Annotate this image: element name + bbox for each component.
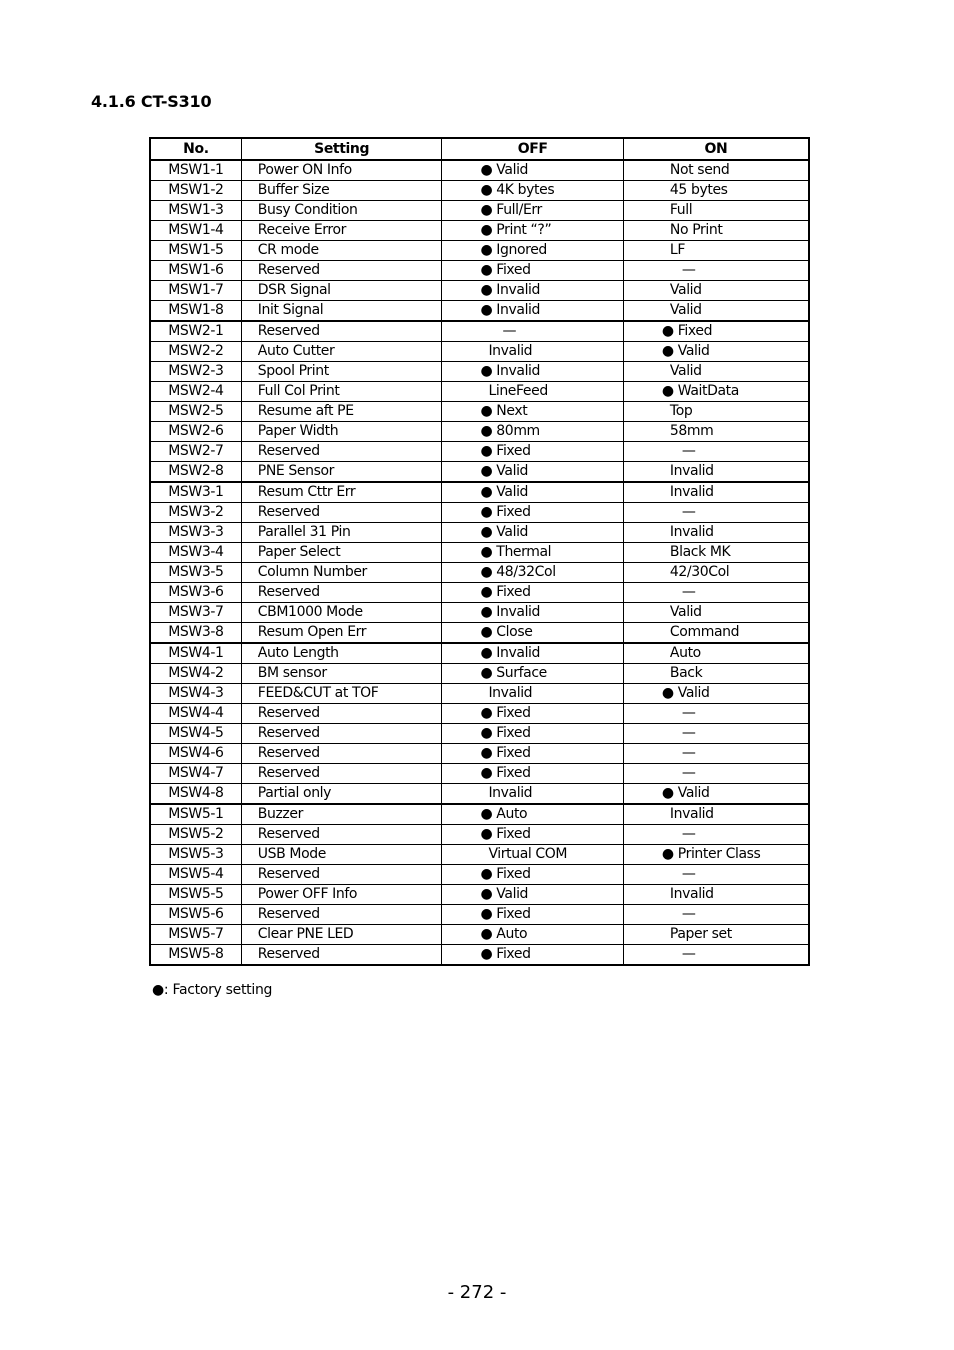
cell-setting: Parallel 31 Pin (241, 523, 442, 543)
cell-setting: Spool Print (241, 362, 442, 382)
table-row (150, 442, 809, 462)
cell-off: ● Thermal (442, 543, 623, 563)
cell-no: MSW2-3 (150, 362, 241, 382)
cell-off: ● Fixed (442, 905, 623, 925)
cell-setting: Reserved (241, 764, 442, 784)
cell-no: MSW4-2 (150, 664, 241, 684)
cell-on: — (623, 764, 809, 784)
cell-setting: Auto Length (241, 643, 442, 664)
cell-on: Valid (623, 603, 809, 623)
table-row (150, 784, 809, 805)
cell-off: Invalid (442, 342, 623, 362)
cell-on: Command (623, 623, 809, 644)
cell-off: ● Print “?” (442, 221, 623, 241)
table-row (150, 643, 809, 664)
footnote: ●: Factory setting (152, 982, 273, 998)
cell-no: MSW4-1 (150, 643, 241, 664)
table-row (150, 744, 809, 764)
cell-on: Invalid (623, 804, 809, 825)
cell-on: Paper set (623, 925, 809, 945)
cell-on: — (623, 704, 809, 724)
cell-off: ● Invalid (442, 643, 623, 664)
table-body (150, 160, 809, 965)
cell-no: MSW3-7 (150, 603, 241, 623)
cell-off: ● Fixed (442, 261, 623, 281)
table-row (150, 422, 809, 442)
cell-off: Invalid (442, 784, 623, 805)
cell-on: Invalid (623, 523, 809, 543)
table-row (150, 221, 809, 241)
cell-off: ● 80mm (442, 422, 623, 442)
cell-on: ● Fixed (623, 321, 809, 342)
cell-setting: Init Signal (241, 301, 442, 322)
table-row (150, 342, 809, 362)
cell-setting: CR mode (241, 241, 442, 261)
cell-on: ● Printer Class (623, 845, 809, 865)
cell-setting: DSR Signal (241, 281, 442, 301)
cell-setting: Power OFF Info (241, 885, 442, 905)
cell-no: MSW1-4 (150, 221, 241, 241)
cell-on: — (623, 825, 809, 845)
table-row (150, 583, 809, 603)
column-header-off: OFF (442, 138, 623, 160)
cell-setting: Reserved (241, 825, 442, 845)
cell-off: ● Fixed (442, 744, 623, 764)
cell-no: MSW3-8 (150, 623, 241, 644)
cell-on: ● Valid (623, 342, 809, 362)
cell-no: MSW5-3 (150, 845, 241, 865)
cell-on: Black MK (623, 543, 809, 563)
table-row (150, 724, 809, 744)
cell-no: MSW4-7 (150, 764, 241, 784)
cell-setting: Full Col Print (241, 382, 442, 402)
table-row (150, 503, 809, 523)
cell-setting: BM sensor (241, 664, 442, 684)
cell-no: MSW1-8 (150, 301, 241, 322)
cell-setting: Reserved (241, 905, 442, 925)
table-row (150, 482, 809, 503)
table-row (150, 764, 809, 784)
table-header-row (150, 138, 809, 160)
cell-off: ● Valid (442, 523, 623, 543)
cell-no: MSW3-5 (150, 563, 241, 583)
cell-off: ● Fixed (442, 442, 623, 462)
cell-on: — (623, 583, 809, 603)
cell-on: Invalid (623, 462, 809, 483)
cell-on: LF (623, 241, 809, 261)
cell-on: Not send (623, 160, 809, 181)
cell-setting: PNE Sensor (241, 462, 442, 483)
cell-off: ● Auto (442, 804, 623, 825)
cell-no: MSW3-6 (150, 583, 241, 603)
table-row (150, 804, 809, 825)
cell-no: MSW1-5 (150, 241, 241, 261)
table-row (150, 623, 809, 644)
table-row (150, 201, 809, 221)
cell-off: ● 4K bytes (442, 181, 623, 201)
cell-off: ● Valid (442, 482, 623, 503)
cell-no: MSW4-4 (150, 704, 241, 724)
cell-setting: Buffer Size (241, 181, 442, 201)
cell-on: — (623, 865, 809, 885)
cell-on: Invalid (623, 482, 809, 503)
cell-on: Full (623, 201, 809, 221)
table-row (150, 684, 809, 704)
cell-no: MSW3-2 (150, 503, 241, 523)
table-row (150, 885, 809, 905)
table-row (150, 402, 809, 422)
cell-off: ● Fixed (442, 704, 623, 724)
cell-no: MSW4-3 (150, 684, 241, 704)
cell-no: MSW2-5 (150, 402, 241, 422)
cell-setting: Resum Open Err (241, 623, 442, 644)
cell-setting: Clear PNE LED (241, 925, 442, 945)
cell-on: ● Valid (623, 784, 809, 805)
cell-no: MSW1-2 (150, 181, 241, 201)
cell-setting: Reserved (241, 583, 442, 603)
cell-on: — (623, 261, 809, 281)
cell-no: MSW2-8 (150, 462, 241, 483)
cell-on: — (623, 503, 809, 523)
cell-setting: USB Mode (241, 845, 442, 865)
table-row (150, 563, 809, 583)
cell-on: Auto (623, 643, 809, 664)
cell-no: MSW1-6 (150, 261, 241, 281)
cell-off: ● Invalid (442, 281, 623, 301)
cell-on: 45 bytes (623, 181, 809, 201)
cell-on: Valid (623, 301, 809, 322)
cell-setting: Reserved (241, 261, 442, 281)
cell-no: MSW2-6 (150, 422, 241, 442)
cell-off: ● Close (442, 623, 623, 644)
cell-no: MSW3-3 (150, 523, 241, 543)
cell-no: MSW1-3 (150, 201, 241, 221)
cell-off: ● Valid (442, 462, 623, 483)
table-row (150, 160, 809, 181)
memory-switch-table (149, 137, 810, 966)
cell-setting: Reserved (241, 321, 442, 342)
column-header-setting: Setting (241, 138, 442, 160)
table-row (150, 382, 809, 402)
table-row (150, 905, 809, 925)
cell-off: ● Invalid (442, 301, 623, 322)
cell-setting: Paper Width (241, 422, 442, 442)
cell-off: ● Surface (442, 664, 623, 684)
cell-off: ● Fixed (442, 825, 623, 845)
cell-setting: Reserved (241, 442, 442, 462)
cell-no: MSW5-8 (150, 945, 241, 966)
table-row (150, 664, 809, 684)
cell-on: — (623, 744, 809, 764)
cell-no: MSW4-6 (150, 744, 241, 764)
cell-setting: Reserved (241, 945, 442, 966)
cell-no: MSW2-2 (150, 342, 241, 362)
cell-on: — (623, 945, 809, 966)
cell-on: Invalid (623, 885, 809, 905)
cell-off: Invalid (442, 684, 623, 704)
cell-no: MSW5-5 (150, 885, 241, 905)
cell-off: ● Valid (442, 885, 623, 905)
cell-on: — (623, 905, 809, 925)
cell-on: ● Valid (623, 684, 809, 704)
table-row (150, 523, 809, 543)
cell-on: Top (623, 402, 809, 422)
cell-no: MSW3-1 (150, 482, 241, 503)
cell-on: Valid (623, 362, 809, 382)
cell-off: ● Auto (442, 925, 623, 945)
cell-off: ● Next (442, 402, 623, 422)
cell-setting: Reserved (241, 704, 442, 724)
cell-setting: Reserved (241, 724, 442, 744)
cell-no: MSW1-7 (150, 281, 241, 301)
cell-setting: Partial only (241, 784, 442, 805)
table-row (150, 261, 809, 281)
section-heading: 4.1.6 CT-S310 (91, 92, 212, 111)
cell-on: No Print (623, 221, 809, 241)
cell-no: MSW4-8 (150, 784, 241, 805)
table-row (150, 301, 809, 322)
cell-off: ● Invalid (442, 603, 623, 623)
table-row (150, 945, 809, 966)
cell-on: — (623, 724, 809, 744)
table-row (150, 181, 809, 201)
cell-on: — (623, 442, 809, 462)
cell-no: MSW2-4 (150, 382, 241, 402)
cell-setting: Buzzer (241, 804, 442, 825)
table-row (150, 321, 809, 342)
cell-setting: Reserved (241, 744, 442, 764)
cell-off: ● Fixed (442, 764, 623, 784)
cell-off: ● 48/32Col (442, 563, 623, 583)
cell-setting: Auto Cutter (241, 342, 442, 362)
table-row (150, 281, 809, 301)
cell-setting: Receive Error (241, 221, 442, 241)
cell-setting: Paper Select (241, 543, 442, 563)
cell-no: MSW5-7 (150, 925, 241, 945)
table-row (150, 704, 809, 724)
cell-off: ● Invalid (442, 362, 623, 382)
cell-setting: CBM1000 Mode (241, 603, 442, 623)
table-row (150, 845, 809, 865)
cell-off: LineFeed (442, 382, 623, 402)
table-row (150, 462, 809, 483)
cell-off: ● Valid (442, 160, 623, 181)
cell-on: Valid (623, 281, 809, 301)
cell-setting: Resume aft PE (241, 402, 442, 422)
table-row (150, 362, 809, 382)
column-header-no: No. (150, 138, 241, 160)
cell-off: ● Full/Err (442, 201, 623, 221)
cell-setting: Reserved (241, 865, 442, 885)
cell-no: MSW5-4 (150, 865, 241, 885)
cell-no: MSW4-5 (150, 724, 241, 744)
cell-off: ● Fixed (442, 865, 623, 885)
cell-setting: Reserved (241, 503, 442, 523)
cell-setting: Power ON Info (241, 160, 442, 181)
table-row (150, 865, 809, 885)
cell-on: Back (623, 664, 809, 684)
cell-no: MSW3-4 (150, 543, 241, 563)
cell-off: Virtual COM (442, 845, 623, 865)
cell-no: MSW2-7 (150, 442, 241, 462)
cell-off: — (442, 321, 623, 342)
cell-no: MSW2-1 (150, 321, 241, 342)
cell-off: ● Fixed (442, 945, 623, 966)
cell-off: ● Fixed (442, 724, 623, 744)
cell-off: ● Ignored (442, 241, 623, 261)
table-row (150, 241, 809, 261)
table-row (150, 543, 809, 563)
cell-no: MSW5-6 (150, 905, 241, 925)
column-header-on: ON (623, 138, 809, 160)
cell-off: ● Fixed (442, 503, 623, 523)
cell-no: MSW5-2 (150, 825, 241, 845)
cell-setting: FEED&CUT at TOF (241, 684, 442, 704)
cell-no: MSW5-1 (150, 804, 241, 825)
cell-setting: Column Number (241, 563, 442, 583)
cell-on: ● WaitData (623, 382, 809, 402)
cell-off: ● Fixed (442, 583, 623, 603)
cell-on: 42/30Col (623, 563, 809, 583)
cell-setting: Busy Condition (241, 201, 442, 221)
table-row (150, 825, 809, 845)
cell-setting: Resum Cttr Err (241, 482, 442, 503)
cell-no: MSW1-1 (150, 160, 241, 181)
page-number: - 272 - (447, 1282, 507, 1303)
table-row (150, 603, 809, 623)
table-row (150, 925, 809, 945)
cell-on: 58mm (623, 422, 809, 442)
